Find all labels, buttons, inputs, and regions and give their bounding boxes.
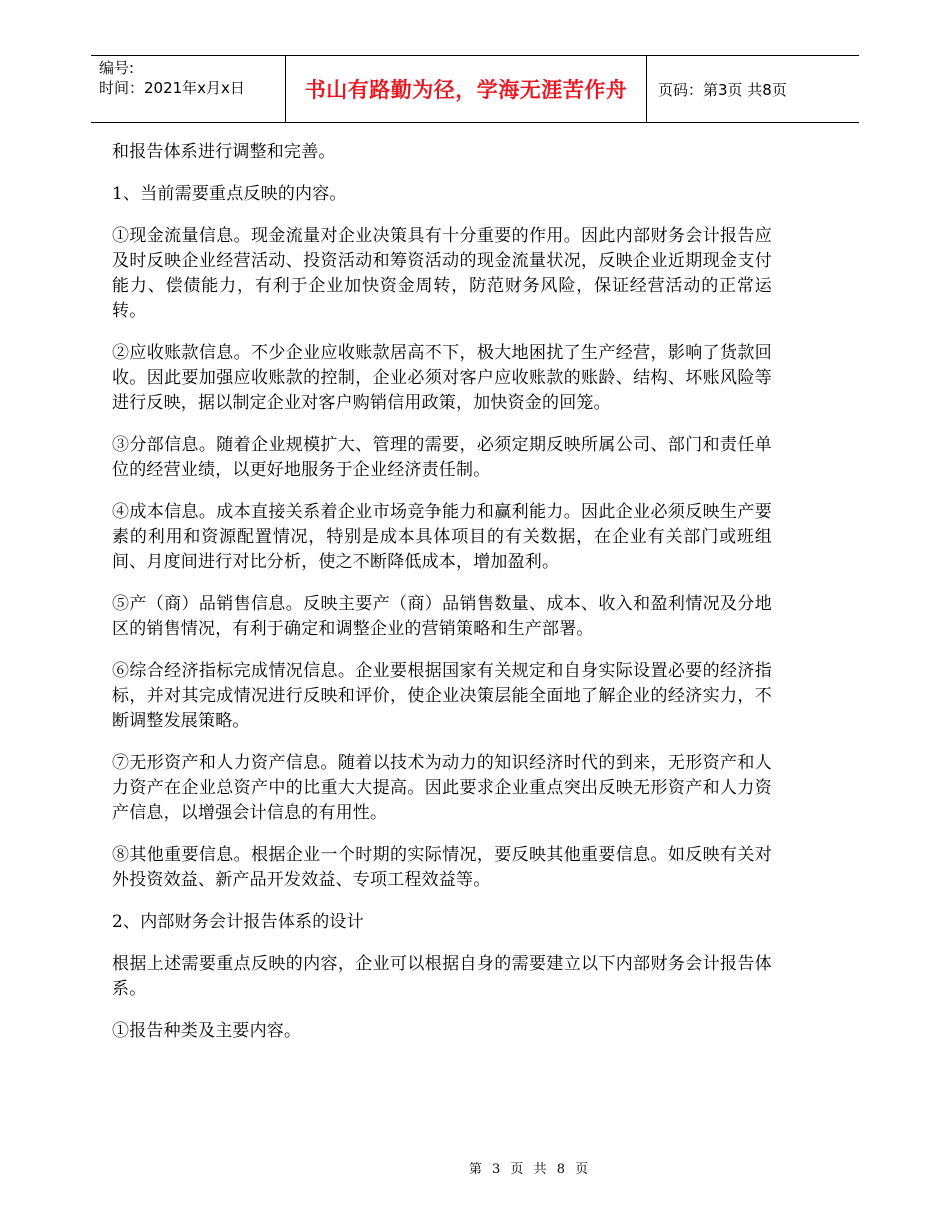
- paragraph: ⑤产（商）品销售信息。反映主要产（商）品销售数量、成本、收入和盈利情况及分地区的销售情况，有利于确定和调整企业的营销策略和生产部署。: [112, 594, 772, 639]
- section-heading: 2、内部财务会计报告体系的设计: [112, 912, 364, 932]
- section-heading: 1、当前需要重点反映的内容。: [112, 184, 347, 204]
- paragraph: 根据上述需要重点反映的内容，企业可以根据自身的需要建立以下内部财务会计报告体系。: [112, 954, 772, 999]
- paragraph: ③分部信息。随着企业规模扩大、管理的需要，必须定期反映所属公司、部门和责任单位的经营业绩，以更好地服务于企业经济责任制。: [112, 435, 772, 480]
- paragraph: ⑧其他重要信息。根据企业一个时期的实际情况，要反映其他重要信息。如反映有关对外投资效益、新产品开发效益、专项工程效益等。: [112, 845, 772, 890]
- paragraph: ⑥综合经济指标完成情况信息。企业要根据国家有关规定和自身实际设置必要的经济指标，并对其完成情况进行反映和评价，使企业决策层能全面地了解企业的经济实力，不断调整发展策略。: [112, 661, 772, 731]
- paragraph: ①现金流量信息。现金流量对企业决策具有十分重要的作用。因此内部财务会计报告应及时反映企业经营活动、投资活动和筹资活动的现金流量状况，反映企业近期现金支付能力、偿债能力，有利于企业加快资金周转，防范财务风险，保证经营活动的正常运转。: [112, 226, 772, 321]
- paragraph: ④成本信息。成本直接关系着企业市场竞争能力和赢利能力。因此企业必须反映生产要素的利用和资源配置情况，特别是成本具体项目的有关数据，在企业有关部门或班组间、月度间进行对比分析，使之不断降低成本，增加盈利。: [112, 502, 772, 572]
- header-page-info: 页码：第3页 共8页: [658, 80, 787, 99]
- document-body: [112, 140, 772, 1061]
- document-time: 时间：2021年x月x日: [99, 79, 245, 97]
- paragraph: 和报告体系进行调整和完善。: [112, 142, 336, 162]
- page-header: [91, 55, 859, 123]
- paragraph: ①报告种类及主要内容。: [112, 1021, 302, 1041]
- page-footer: 第 3 页 共 8 页: [468, 1162, 592, 1177]
- header-motto: 书山有路勤为径，学海无涯苦作舟: [285, 56, 647, 122]
- paragraph: ②应收账款信息。不少企业应收账款居高不下，极大地困扰了生产经营，影响了货款回收。因此要加强应收账款的控制，企业必须对客户应收账款的账龄、结构、坏账风险等进行反映，据以制定企业对客户购销信用政策，加快资金的回笼。: [112, 343, 772, 413]
- document-number-label: 编号:: [99, 59, 135, 77]
- header-meta: [91, 56, 285, 122]
- paragraph: ⑦无形资产和人力资产信息。随着以技术为动力的知识经济时代的到来，无形资产和人力资产在企业总资产中的比重大大提高。因此要求企业重点突出反映无形资产和人力资产信息，以增强会计信息的有用性。: [112, 753, 772, 823]
